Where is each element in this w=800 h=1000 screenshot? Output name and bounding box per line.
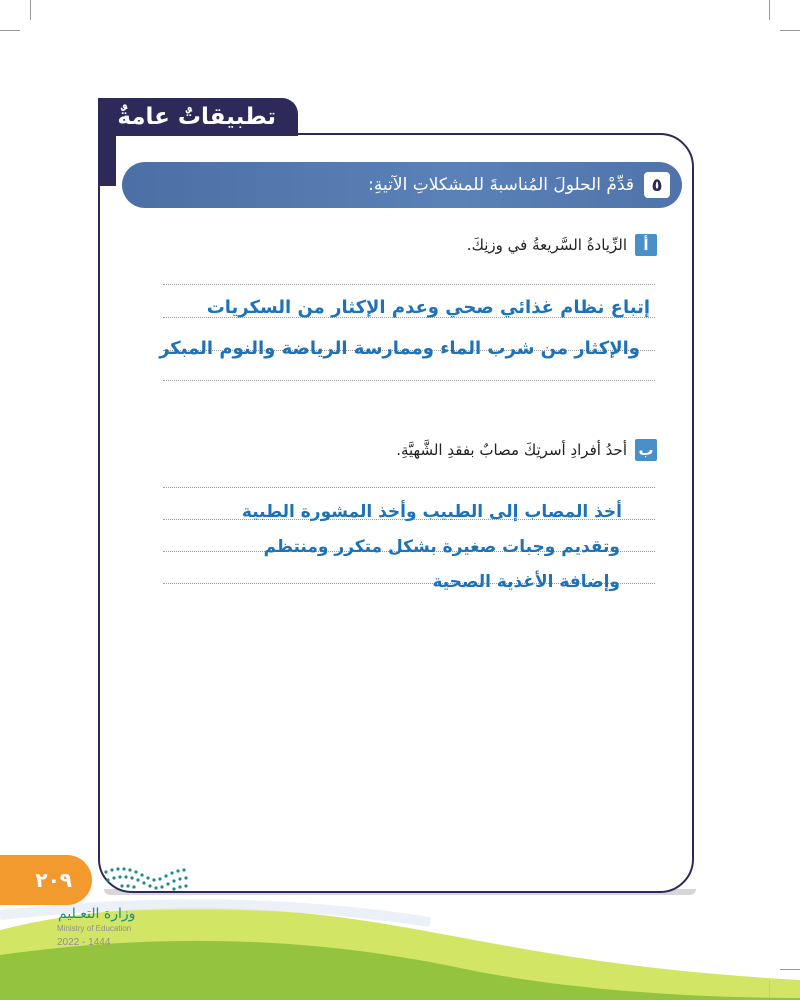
answer-line-text: وتقديم وجبات صغيرة بشكل متكرر ومنتظم <box>263 537 620 557</box>
crop-mark <box>0 30 20 31</box>
sub-question-letter: أ <box>635 234 657 256</box>
answer-line-text: إتباع نظام غذائي صحي وعدم الإكثار من السكريات <box>206 297 650 318</box>
answer-line-text: وإضافة الأغذية الصحية <box>432 572 620 592</box>
answer-line <box>163 487 655 488</box>
sub-question-text: أحدُ أفرادِ أسرتِكَ مصابٌ بفقدِ الشَّهيَّةِ. <box>396 441 627 459</box>
crop-mark <box>30 0 31 20</box>
question-banner <box>122 162 682 208</box>
sub-question-text: الزِّيادةُ السَّريعةُ في وزنِكَ. <box>466 236 627 254</box>
section-title: تطبيقاتٌ عامةٌ <box>117 104 276 130</box>
ministry-name-ar: وزارة التعـليم <box>58 906 136 922</box>
question-number: ٥ <box>644 172 670 198</box>
section-tab <box>98 98 298 136</box>
answer-line <box>163 284 655 285</box>
sub-question-letter: ب <box>635 439 657 461</box>
ministry-logo-icon <box>102 866 192 896</box>
ministry-year: 2022 - 1444 <box>57 937 111 948</box>
page-number: ٢٠٩ <box>35 868 72 892</box>
question-prompt: قدِّمْ الحلولَ المُناسبةَ للمشكلاتِ الآتيةِ: <box>368 175 634 195</box>
crop-mark <box>780 30 800 31</box>
answer-line-text: أخذ المصاب إلى الطبيب وأخذ المشورة الطبية <box>241 502 622 522</box>
page-number-badge <box>0 855 92 905</box>
panel-strip <box>98 136 116 186</box>
sub-question-b <box>396 439 657 461</box>
answer-line-text: والإكثار من شرب الماء وممارسة الرياضة والنوم المبكر <box>159 338 640 359</box>
ministry-name-en: Ministry of Education <box>57 924 132 933</box>
sub-question-a <box>467 234 657 256</box>
crop-mark <box>769 0 770 20</box>
answer-line <box>163 380 655 381</box>
